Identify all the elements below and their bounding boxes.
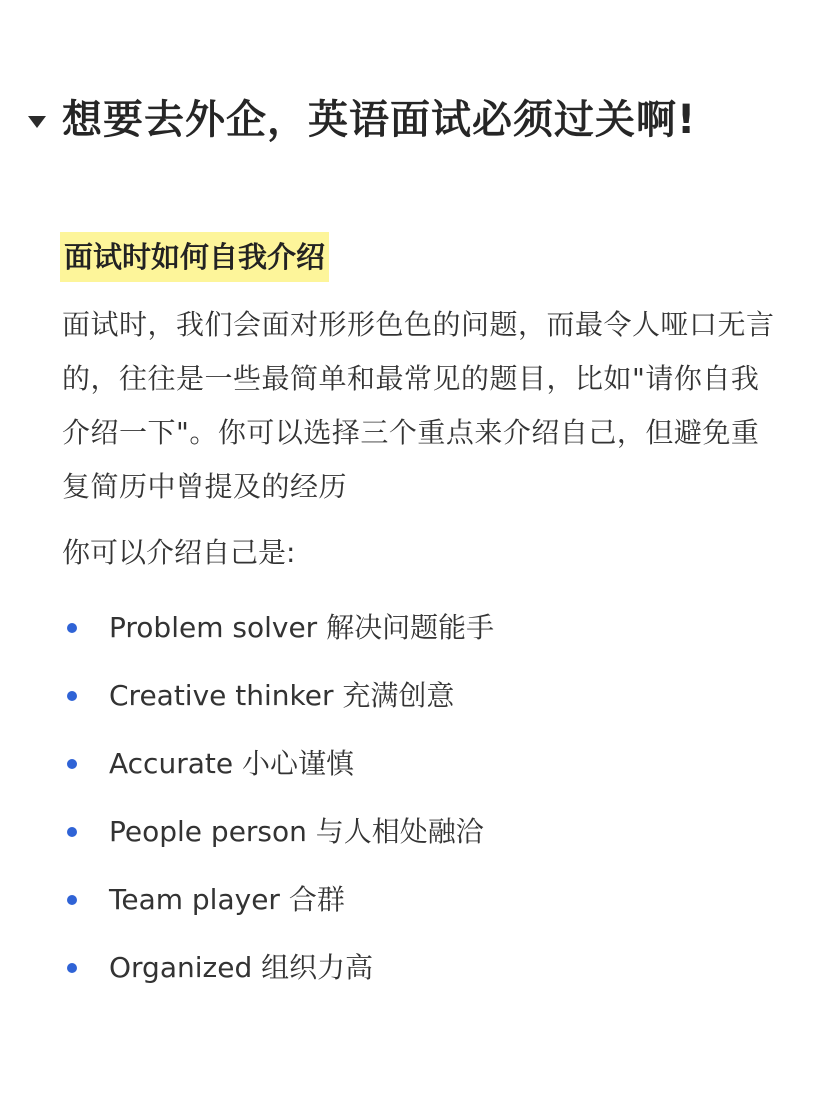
list-item-label: Creative thinker 充满创意 [109,679,455,712]
toggle-content [62,232,782,1002]
list-item [62,798,782,866]
list-item [62,730,782,798]
section-heading: 面试时如何自我介绍 [60,232,329,282]
bullet-dot-icon [67,759,77,769]
bullet-dot-icon [67,827,77,837]
toggle-title: 想要去外企，英语面试必须过关啊! [62,97,697,143]
list-intro: 你可以介绍自己是: [62,536,296,569]
bullet-list [62,594,782,1002]
bullet-dot-icon [67,691,77,701]
body-paragraph: 面试时，我们会面对形形色色的问题，而最令人哑口无言的，往往是一些最简单和最常见的题目，比如"请你自我介绍一下"。你可以选择三个重点来介绍自己，但避免重复简历中曾提及的经历 [62,308,775,503]
toggle-block[interactable] [28,90,696,150]
list-item [62,594,782,662]
list-item [62,662,782,730]
bullet-dot-icon [67,963,77,973]
list-item-label: Problem solver 解决问题能手 [109,611,495,644]
bullet-dot-icon [67,895,77,905]
list-item-label: Organized 组织力高 [109,951,374,984]
list-item-label: People person 与人相处融洽 [109,815,484,848]
list-item [62,866,782,934]
caret-down-icon[interactable] [28,116,46,128]
list-item-label: Accurate 小心谨慎 [109,747,354,780]
list-item-label: Team player 合群 [109,883,345,916]
list-item [62,934,782,1002]
bullet-dot-icon [67,623,77,633]
